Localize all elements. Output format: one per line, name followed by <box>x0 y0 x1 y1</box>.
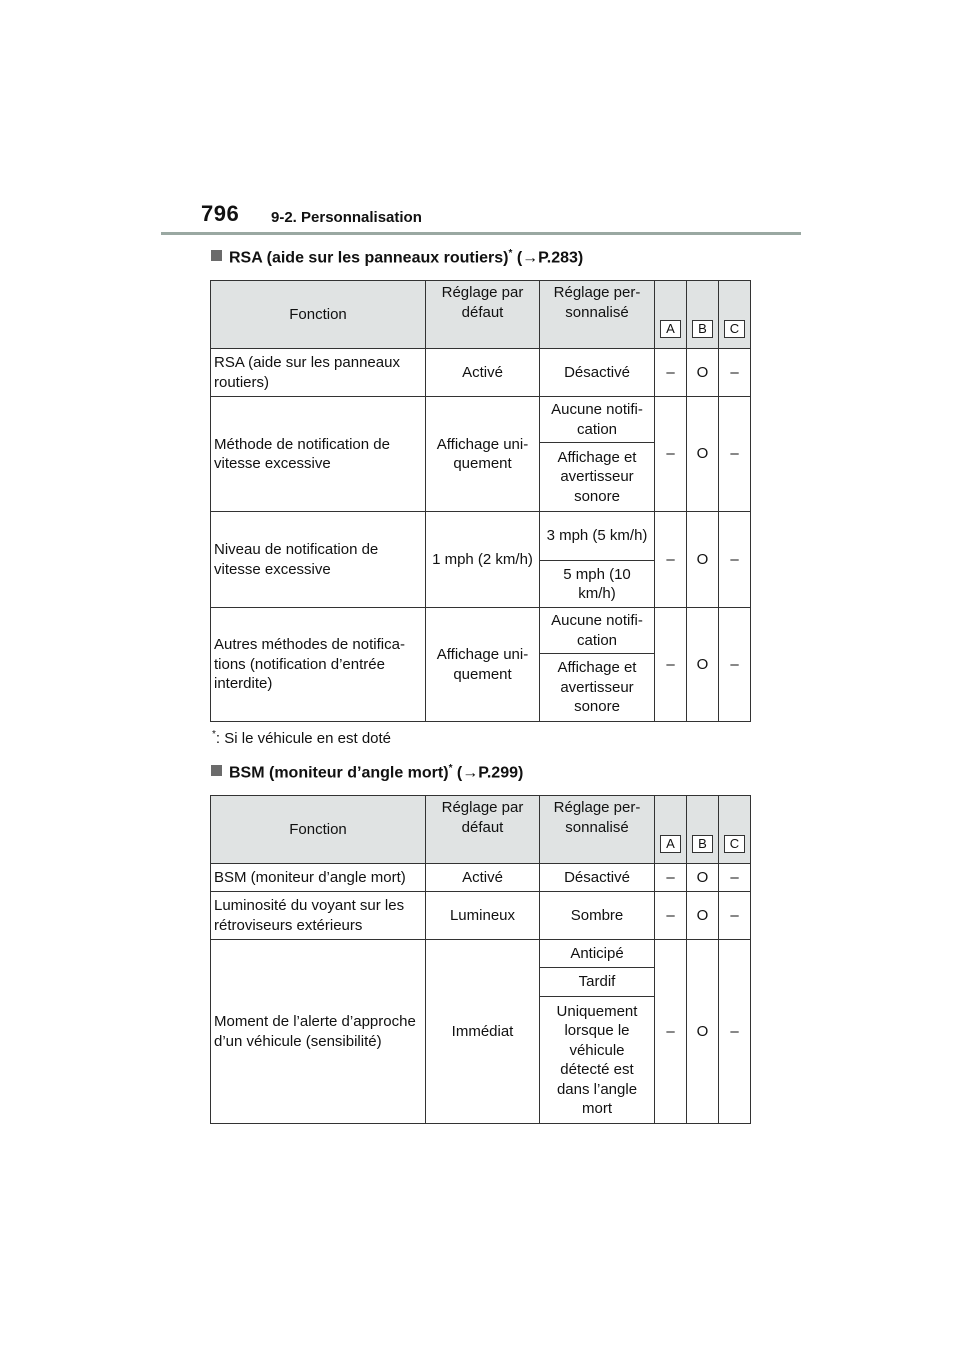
column-header-b <box>687 281 719 349</box>
footnote <box>212 729 391 747</box>
cell-c: – <box>719 397 751 512</box>
cell-default: Affichage uni-quement <box>426 397 540 512</box>
cell-custom: Affichage et avertisseur sonore <box>540 443 655 512</box>
bsm-heading-asterisk: * <box>448 763 453 774</box>
rsa-heading-title: RSA (aide sur les panneaux routiers) <box>229 249 509 267</box>
footnote-marker: * <box>212 729 216 740</box>
b-box-icon: B <box>692 320 713 338</box>
cell-b: O <box>687 864 719 892</box>
table-header-row <box>211 796 751 864</box>
cell-fonction: Méthode de notification de vitesse excessive <box>211 397 426 512</box>
cell-b: O <box>687 940 719 1124</box>
cell-default: Activé <box>426 349 540 397</box>
cell-custom: Désactivé <box>540 864 655 892</box>
cell-c: – <box>719 892 751 940</box>
column-header-custom: Réglage per-sonnalisé <box>540 281 655 349</box>
square-bullet-icon <box>211 765 222 776</box>
cell-fonction: Luminosité du voyant sur les rétroviseurs extérieurs <box>211 892 426 940</box>
column-header-default: Réglage par défaut <box>426 281 540 349</box>
table-row <box>211 512 751 561</box>
cell-b: O <box>687 608 719 722</box>
cell-fonction: RSA (aide sur les panneaux routiers) <box>211 349 426 397</box>
rsa-settings-table <box>210 280 751 722</box>
cell-default: 1 mph (2 km/h) <box>426 512 540 608</box>
cell-c: – <box>719 940 751 1124</box>
cell-custom: 5 mph (10 km/h) <box>540 561 655 608</box>
table-row <box>211 608 751 654</box>
table-row <box>211 892 751 940</box>
cell-custom: Anticipé <box>540 940 655 968</box>
cell-custom: Sombre <box>540 892 655 940</box>
column-header-b <box>687 796 719 864</box>
cell-b: O <box>687 397 719 512</box>
cell-b: O <box>687 892 719 940</box>
cell-c: – <box>719 349 751 397</box>
column-header-a <box>655 796 687 864</box>
cell-fonction: Niveau de notification de vitesse excessive <box>211 512 426 608</box>
cell-default: Lumineux <box>426 892 540 940</box>
column-header-custom: Réglage per-sonnalisé <box>540 796 655 864</box>
column-header-default: Réglage par défaut <box>426 796 540 864</box>
cell-c: – <box>719 608 751 722</box>
rsa-heading-asterisk: * <box>508 248 513 259</box>
cell-custom: 3 mph (5 km/h) <box>540 512 655 561</box>
column-header-fonction: Fonction <box>211 281 426 349</box>
rsa-heading <box>211 248 583 267</box>
c-box-icon: C <box>724 835 745 853</box>
table-row <box>211 349 751 397</box>
column-header-fonction: Fonction <box>211 796 426 864</box>
cell-custom: Désactivé <box>540 349 655 397</box>
bsm-heading-title: BSM (moniteur d’angle mort) <box>229 764 449 782</box>
c-box-icon: C <box>724 320 745 338</box>
column-header-c <box>719 281 751 349</box>
cell-fonction: BSM (moniteur d’angle mort) <box>211 864 426 892</box>
bsm-page-reference[interactable]: (→P.299) <box>456 764 524 782</box>
cell-c: – <box>719 864 751 892</box>
cell-custom: Affichage et avertisseur sonore <box>540 654 655 722</box>
cell-default: Affichage uni-quement <box>426 608 540 722</box>
cell-c: – <box>719 512 751 608</box>
table-row <box>211 940 751 968</box>
b-box-icon: B <box>692 835 713 853</box>
footnote-text: : Si le véhicule en est doté <box>215 730 392 747</box>
cell-fonction: Moment de l’alerte d’approche d’un véhicule (sensibilité) <box>211 940 426 1124</box>
cell-default: Activé <box>426 864 540 892</box>
cell-b: O <box>687 349 719 397</box>
header-divider <box>161 232 801 235</box>
cell-custom: Aucune notifi-cation <box>540 608 655 654</box>
cell-custom: Tardif <box>540 968 655 997</box>
cell-a: – <box>655 397 687 512</box>
page-number: 796 <box>201 201 240 226</box>
cell-a: – <box>655 892 687 940</box>
cell-fonction: Autres méthodes de notifica-tions (notification d’entrée interdite) <box>211 608 426 722</box>
table-row <box>211 397 751 443</box>
square-bullet-icon <box>211 250 222 261</box>
table-row <box>211 864 751 892</box>
bsm-settings-table <box>210 795 751 1124</box>
a-box-icon: A <box>660 320 681 338</box>
column-header-a <box>655 281 687 349</box>
cell-default: Immédiat <box>426 940 540 1124</box>
section-title: 9-2. Personnalisation <box>271 209 422 226</box>
cell-a: – <box>655 864 687 892</box>
cell-a: – <box>655 940 687 1124</box>
cell-b: O <box>687 512 719 608</box>
a-box-icon: A <box>660 835 681 853</box>
cell-a: – <box>655 608 687 722</box>
cell-custom: Aucune notifi-cation <box>540 397 655 443</box>
cell-a: – <box>655 349 687 397</box>
rsa-page-reference[interactable]: (→P.283) <box>516 249 584 267</box>
table-header-row <box>211 281 751 349</box>
bsm-heading <box>211 763 523 782</box>
cell-custom: Uniquement lorsque le véhicule détecté est dans l’angle mort <box>540 997 655 1124</box>
cell-a: – <box>655 512 687 608</box>
column-header-c <box>719 796 751 864</box>
